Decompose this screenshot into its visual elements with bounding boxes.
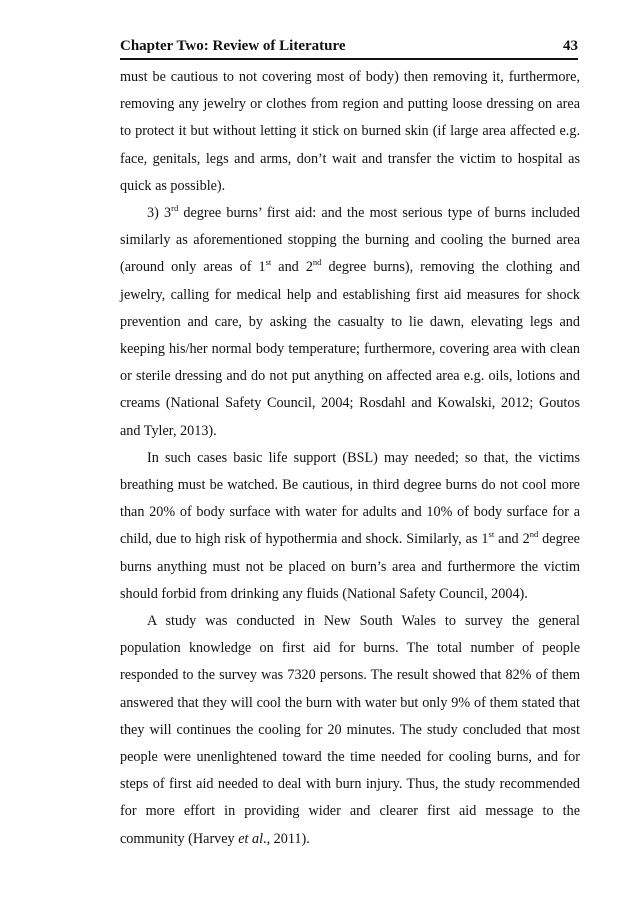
ordinal-suffix-st: st (488, 529, 495, 540)
paragraph-4 (120, 608, 580, 853)
running-header (120, 36, 578, 56)
ordinal-suffix-nd: nd (529, 529, 539, 540)
citation-et-al: et al (238, 830, 264, 847)
paragraph-3-text-c: degree burns anything must not be placed on burn’s area and furthermore the victim should forbid from drinking any fluids (National Safety Council, 2004). (120, 531, 580, 602)
ordinal-suffix-rd: rd (171, 203, 179, 214)
paragraph-4-text-a: A study was conducted in New South Wales to survey the general population knowledge on first aid for burns. The total number of people responded to the survey was 7320 persons. The result showed that 82% of them answered that they will cool the burn with water but only 9% of them stated that they will continues the cooling for 20 minutes. The study concluded that most people were unenlightened toward the time needed for cooling burns, and for steps of first aid needed to deal with burn injury. Thus, the study recommended for more effort in providing wider and clearer first aid message to the community (Harvey (120, 613, 580, 847)
paragraph-2-text-b: degree burns’ first aid: and the most serious type of burns included similarly as aforementioned stopping the burning and cooling the burned area (around only areas of 1 (120, 205, 580, 276)
page-number: 43 (563, 38, 578, 54)
paragraph-3 (120, 445, 580, 608)
paragraph-2-text-c: and 2 (271, 259, 313, 276)
paragraph-2 (120, 200, 580, 445)
body-text (120, 64, 580, 853)
paragraph-4-text-b: ., 2011). (263, 830, 310, 847)
paragraph-3-text-b: and 2 (494, 531, 530, 548)
header-rule (120, 58, 578, 60)
paragraph-1-text: must be cautious to not covering most of body) then removing it, furthermore, removing any jewelry or clothes from region and putting loose dressing on area to protect it but without letting it stick on burned skin (if large area affected e.g. face, genitals, legs and arms, don’t wait and transfer the victim to hospital as quick as possible). (120, 69, 580, 194)
ordinal-suffix-st: st (265, 257, 272, 268)
paragraph-2-text-a: 3) 3 (147, 205, 172, 222)
paragraph-2-text-d: degree burns), removing the clothing and jewelry, calling for medical help and establishing first aid measures for shock prevention and care, by asking the casualty to lie dawn, elevating legs and keeping his/her normal body temperature; furthermore, covering area with clean or sterile dressing and do not put anything on affected area e.g. oils, lotions and creams (National Safety Council, 2004; Rosdahl and Kowalski, 2012; Goutos and Tyler, 2013). (120, 259, 580, 439)
paragraph-1 (120, 64, 580, 200)
ordinal-suffix-nd: nd (312, 257, 322, 268)
paragraph-3-text-a: In such cases basic life support (BSL) may needed; so that, the victims breathing must be watched. Be cautious, in third degree burns do not cool more than 20% of body surface with water for adults and 10% of body surface for a child, due to high risk of hypothermia and shock. Similarly, as 1 (120, 449, 580, 548)
chapter-title: Chapter Two: Review of Literature (120, 38, 346, 54)
